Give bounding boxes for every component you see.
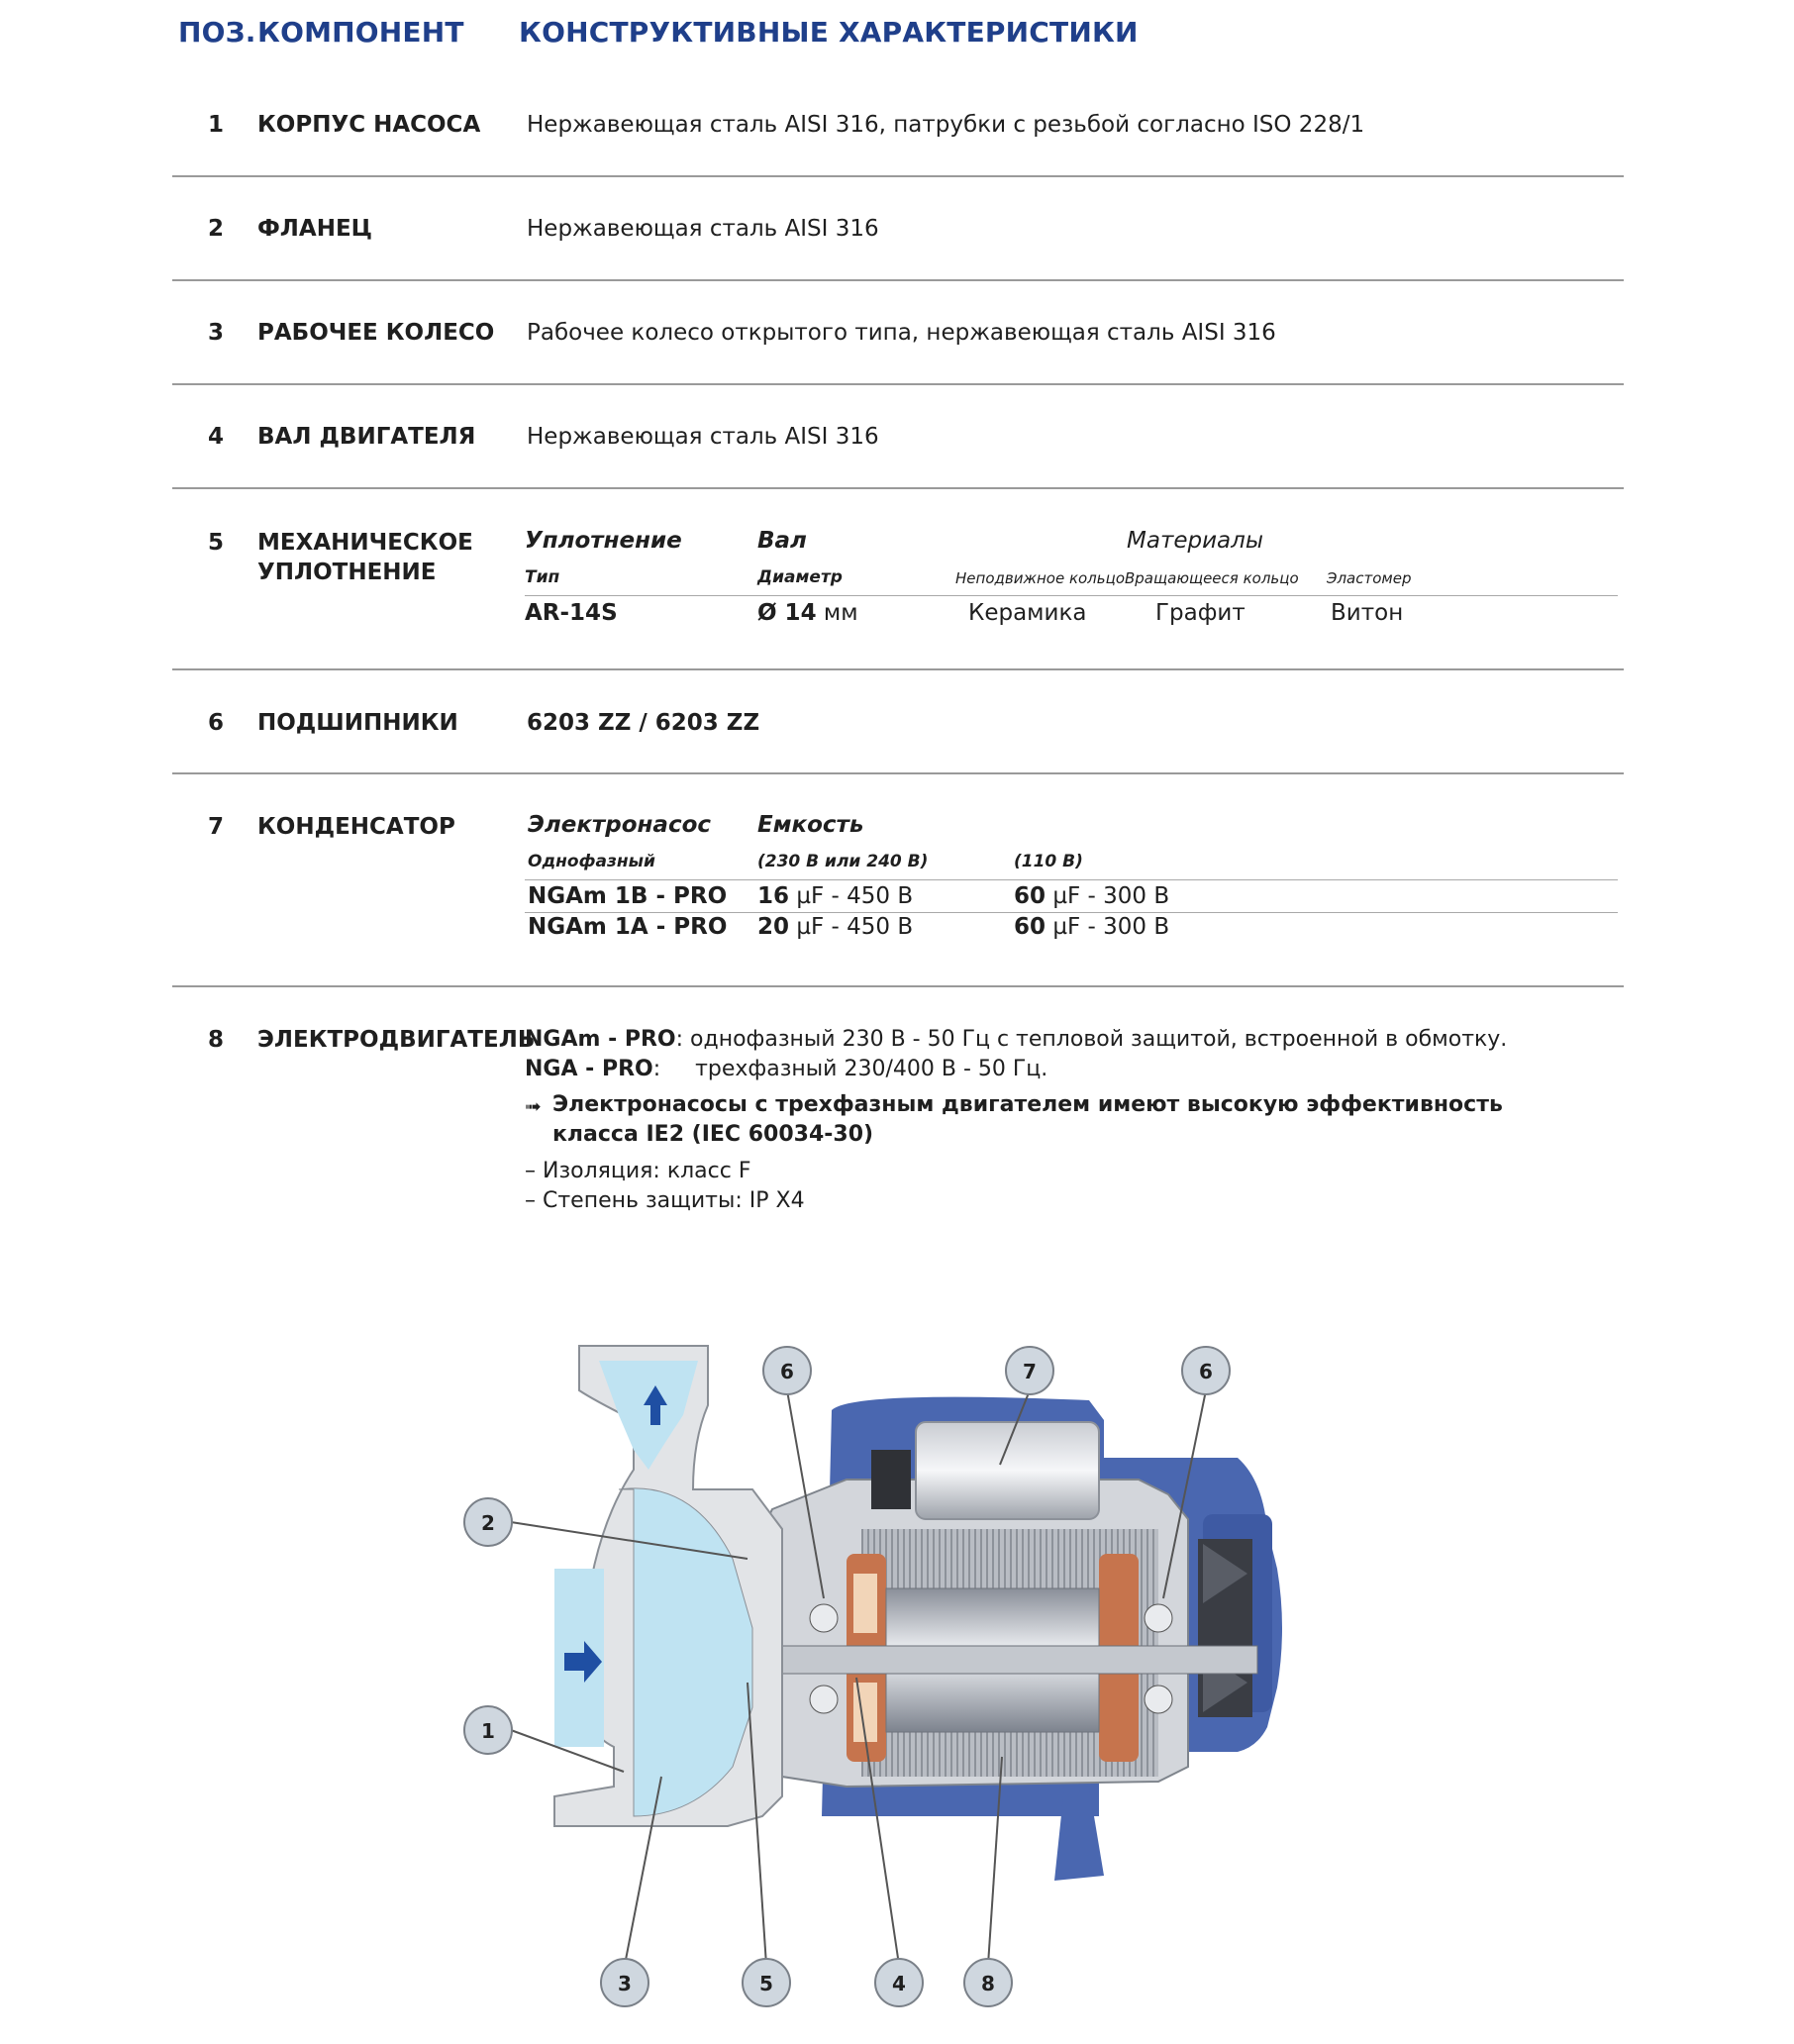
cap-sub-phase: Однофазный [528, 852, 655, 871]
cap-row-1-c1-value: 16 [757, 883, 790, 909]
svg-text:3: 3 [618, 1972, 632, 1995]
header-component: КОМПОНЕНТ [257, 16, 464, 49]
motor-line-1-text: : однофазный 230 В - 50 Гц с тепловой защитой, встроенной в обмотку. [675, 1027, 1508, 1052]
row-1-name: КОРПУС НАСОСА [257, 112, 481, 138]
row-6-text: 6203 ZZ / 6203 ZZ [527, 710, 760, 736]
callout-5 [743, 1959, 790, 2006]
cap-header-capacity: Емкость [757, 812, 864, 838]
separator [172, 175, 1624, 177]
seal-header-materials: Материалы [1127, 528, 1263, 554]
seal-sub-diameter: Диаметр [757, 567, 843, 587]
pump-cutaway-diagram [0, 1331, 1794, 2044]
cap-row-1-c1 [757, 883, 913, 909]
seal-diameter-value [757, 600, 858, 626]
row-1-num: 1 [207, 112, 224, 138]
row-8-name: ЭЛЕКТРОДВИГАТЕЛЬ [257, 1027, 536, 1053]
row-4-num: 4 [207, 424, 224, 450]
seal-diameter-unit: мм [823, 600, 858, 626]
svg-text:7: 7 [1023, 1360, 1037, 1383]
callout-7 [1006, 1347, 1053, 1394]
row-3-text: Рабочее колесо открытого типа, нержавеющая сталь AISI 316 [527, 320, 1276, 346]
motor-line-2-text: : трехфазный 230/400 В - 50 Гц. [652, 1057, 1048, 1081]
motor-note-arrow-icon: ➟ [525, 1094, 542, 1118]
row-5-num: 5 [207, 530, 224, 556]
seal-sub-elastomer: Эластомер [1327, 569, 1412, 587]
cap-sub-voltage2: (110 В) [1014, 852, 1083, 871]
seal-sub-type: Тип [525, 567, 560, 587]
header-characteristics: КОНСТРУКТИВНЫЕ ХАРАКТЕРИСТИКИ [519, 16, 1139, 49]
row-4-name: ВАЛ ДВИГАТЕЛЯ [257, 424, 476, 450]
row-7-num: 7 [207, 814, 224, 840]
callout-6-left [763, 1347, 811, 1394]
svg-text:4: 4 [892, 1972, 906, 1995]
cap-row-2-model: NGAm 1A - PRO [528, 914, 728, 940]
cap-row-2-c2-unit: µF - 300 В [1052, 914, 1170, 940]
svg-text:6: 6 [780, 1360, 794, 1383]
row-8-num: 8 [207, 1027, 224, 1053]
motor-protection: – Степень защиты: IP X4 [525, 1188, 805, 1213]
seal-header-shaft: Вал [757, 528, 807, 554]
row-2-text: Нержавеющая сталь AISI 316 [527, 216, 879, 242]
svg-text:2: 2 [481, 1511, 495, 1535]
cap-row-1-c2 [1014, 883, 1169, 909]
row-5-name-line2: УПЛОТНЕНИЕ [257, 560, 437, 585]
cap-row-1-c2-value: 60 [1014, 883, 1046, 909]
motor-line-2 [525, 1055, 1047, 1084]
cap-row-1-c1-unit: µF - 450 В [796, 883, 914, 909]
svg-text:1: 1 [481, 1719, 495, 1743]
seal-elastomer-value: Витон [1331, 600, 1404, 626]
seal-diameter-number: Ø 14 [757, 600, 817, 626]
cap-row-line [525, 912, 1618, 913]
separator [172, 487, 1624, 489]
motor-insulation: – Изоляция: класс F [525, 1159, 751, 1183]
row-2-num: 2 [207, 216, 224, 242]
row-7-name: КОНДЕНСАТОР [257, 814, 455, 840]
svg-text:6: 6 [1199, 1360, 1213, 1383]
seal-type-value: AR-14S [525, 600, 618, 626]
cap-header-pump: Электронасос [528, 812, 712, 838]
seal-table-line [525, 595, 1618, 596]
fan-icon [1198, 1539, 1252, 1717]
motor-note-line-1: Электронасосы с трехфазным двигателем имеют высокую эффективность [552, 1092, 1503, 1117]
seal-sub-rotating: Вращающееся кольцо [1125, 569, 1299, 587]
cap-row-1-c2-unit: µF - 300 В [1052, 883, 1170, 909]
seal-sub-stationary: Неподвижное кольцо [955, 569, 1125, 587]
cap-table-line [525, 879, 1618, 880]
cap-sub-voltage1: (230 В или 240 В) [757, 852, 929, 871]
row-4-text: Нержавеющая сталь AISI 316 [527, 424, 879, 450]
cap-row-1-model: NGAm 1B - PRO [528, 883, 728, 909]
separator [172, 279, 1624, 281]
row-3-num: 3 [207, 320, 224, 346]
motor-note-line-2: класса IE2 (IEC 60034-30) [552, 1122, 874, 1147]
row-1-text: Нержавеющая сталь AISI 316, патрубки с резьбой согласно ISO 228/1 [527, 112, 1365, 138]
cap-row-2-c1-value: 20 [757, 914, 790, 940]
motor-line-2-model: NGA - PRO [525, 1057, 653, 1081]
separator [172, 668, 1624, 670]
cap-row-2-c2 [1014, 914, 1169, 940]
row-2-name: ФЛАНЕЦ [257, 216, 373, 242]
separator [172, 383, 1624, 385]
cap-row-2-c1 [757, 914, 913, 940]
seal-stationary-value: Керамика [968, 600, 1087, 626]
row-6-name: ПОДШИПНИКИ [257, 710, 458, 736]
callout-1 [464, 1706, 512, 1754]
svg-text:8: 8 [981, 1972, 995, 1995]
separator [172, 772, 1624, 774]
header-pos: ПОЗ. [178, 16, 256, 49]
callout-3 [601, 1959, 648, 2006]
callout-4 [875, 1959, 923, 2006]
seal-rotating-value: Графит [1155, 600, 1246, 626]
row-6-num: 6 [207, 710, 224, 736]
pump-casing [554, 1346, 782, 1826]
callout-2 [464, 1498, 512, 1546]
svg-text:5: 5 [759, 1972, 773, 1995]
callout-6-right [1182, 1347, 1230, 1394]
row-3-name: РАБОЧЕЕ КОЛЕСО [257, 320, 495, 346]
seal-header-seal: Уплотнение [525, 528, 682, 554]
separator [172, 985, 1624, 987]
motor-line-1 [525, 1025, 1507, 1055]
callout-8 [964, 1959, 1012, 2006]
cap-row-2-c2-value: 60 [1014, 914, 1046, 940]
motor-line-1-model: NGAm - PRO [525, 1027, 676, 1052]
cap-row-2-c1-unit: µF - 450 В [796, 914, 914, 940]
row-5-name-line1: МЕХАНИЧЕСКОЕ [257, 530, 473, 556]
